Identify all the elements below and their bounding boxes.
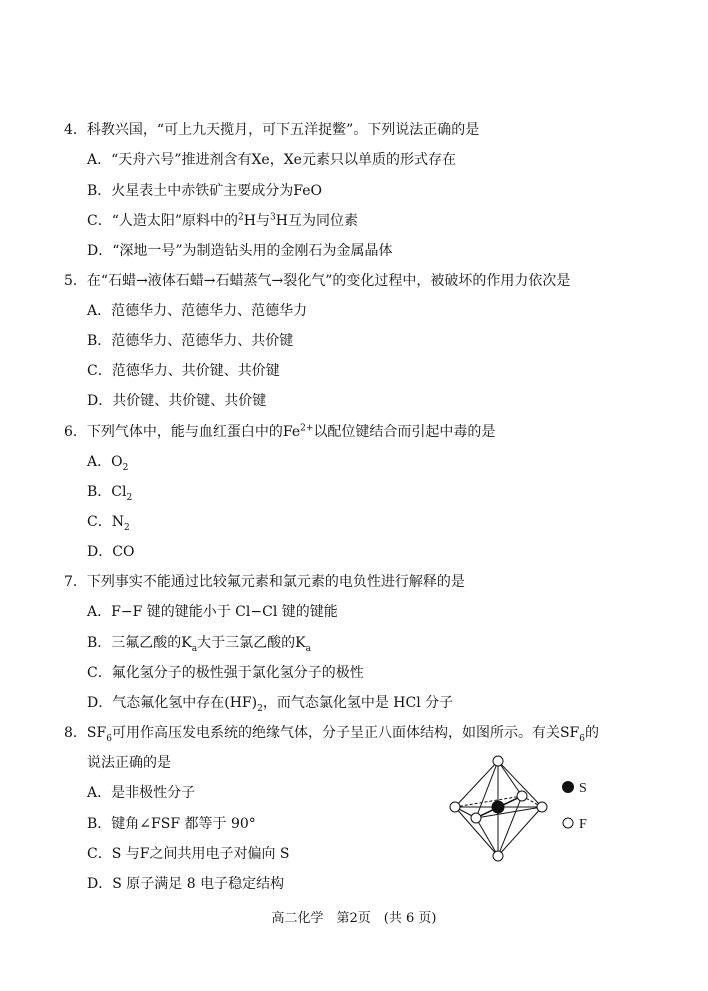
fluorine-atom (517, 791, 527, 801)
option-label: A． (87, 785, 112, 801)
question-5-option-a (87, 301, 307, 321)
question-6-option-b (87, 482, 132, 502)
fluorine-atom (450, 802, 460, 812)
option-label: D． (87, 876, 113, 892)
option-label: B． (87, 183, 112, 199)
question-number: 4． (64, 122, 87, 138)
subscript: 2 (126, 492, 133, 503)
option-label: A． (87, 303, 112, 319)
formula: CO (112, 544, 135, 560)
legend-sulfur-icon (562, 781, 574, 793)
option-label: D． (87, 243, 113, 259)
subscript: 6 (579, 733, 586, 744)
option-label: C． (87, 665, 112, 681)
option-label: C． (87, 846, 112, 862)
option-label: A． (87, 152, 112, 168)
subscript: 2 (257, 703, 263, 714)
question-number: 6． (64, 424, 87, 440)
option-label: B． (87, 484, 112, 500)
option-text: “深地一号”为制造钻头用的金刚石为金属晶体 (112, 243, 393, 259)
question-4-option-a (87, 150, 456, 170)
question-text-post: 的 (585, 725, 600, 741)
option-text: 范德华力、范德华力、共价键 (111, 333, 294, 349)
fluorine-atom (493, 851, 503, 861)
option-label: C． (87, 213, 112, 229)
question-7-stem (64, 572, 465, 592)
option-text: “天舟六号”推进剂含有Xe，Xe元素只以单质的形式存在 (111, 152, 456, 168)
question-8-option-b (87, 814, 256, 834)
option-text: 键角∠FSF 都等于 90° (111, 816, 256, 832)
question-text: 可用作高压发电系统的绝缘气体，分子呈正八面体结构，如图所示。有关SF (111, 725, 580, 741)
question-number: 8． (64, 725, 87, 741)
question-8-stem-line2 (87, 753, 171, 773)
option-text-pre: 气态氟化氢中存在(HF) (112, 695, 258, 711)
question-4-option-d (87, 241, 393, 261)
option-text: F−F 键的键能小于 Cl−Cl 键的键能 (111, 604, 338, 620)
option-label: D． (87, 544, 113, 560)
option-text-post: H互为同位素 (275, 213, 358, 229)
option-label: D． (87, 393, 113, 409)
page-footer: 高二化学 第2页 (共 6 页) (271, 911, 437, 926)
question-8-stem (64, 723, 599, 743)
question-4-option-b (87, 181, 322, 201)
question-number: 5． (64, 273, 87, 289)
question-5-option-c (87, 361, 280, 381)
option-text: 是非极性分子 (111, 785, 196, 801)
question-7-option-a (87, 602, 338, 622)
formula: O (111, 454, 123, 470)
option-text: S 与F之间共用电子对偏向 S (111, 846, 290, 862)
subscript: 2 (122, 462, 129, 473)
subscript: a (305, 643, 311, 654)
option-text-mid: H与 (243, 213, 270, 229)
formula: N (111, 514, 124, 530)
mass-number: 3 (270, 212, 276, 223)
ion-charge: 2+ (300, 423, 314, 434)
formula: Cl (111, 484, 127, 500)
option-label: A． (87, 454, 112, 470)
option-label: C． (87, 514, 112, 530)
option-text-pre: “人造太阳”原料中的 (111, 213, 239, 229)
sulfur-atom (492, 801, 505, 814)
subscript: a (191, 643, 198, 654)
question-7-option-c (87, 663, 364, 683)
option-label: B． (87, 816, 112, 832)
option-text: 氟化氢分子的极性强于氯化氢分子的极性 (111, 665, 364, 681)
fluorine-atom (471, 813, 481, 823)
subscript: 6 (106, 733, 112, 744)
legend-fluorine-icon (563, 818, 573, 828)
question-8-option-c (87, 844, 290, 864)
option-text: 共价键、共价键、共价键 (112, 393, 267, 409)
option-text: 范德华力、共价键、共价键 (111, 363, 280, 379)
question-number: 7． (64, 574, 87, 590)
option-label: C． (87, 363, 112, 379)
option-text: S 原子满足 8 电子稳定结构 (112, 876, 285, 892)
option-text: 范德华力、范德华力、范德华力 (111, 303, 308, 319)
question-8-option-d (87, 874, 284, 894)
question-6-option-d (87, 542, 134, 562)
question-5-option-d (87, 391, 266, 411)
question-8-option-a (87, 783, 195, 803)
question-4-stem (64, 120, 479, 140)
question-6-option-a (87, 452, 128, 472)
option-text: 火星表土中赤铁矿主要成分为FeO (111, 183, 323, 199)
question-text-post: 以配位键结合而引起中毒的是 (313, 424, 496, 440)
question-text: 科教兴国，“可上九天揽月，可下五洋捉鳖”。下列说法正确的是 (86, 122, 480, 138)
question-7-option-b (87, 633, 311, 653)
fluorine-atom (493, 756, 503, 766)
fluorine-atom (537, 802, 547, 812)
legend-sulfur-label: S (579, 781, 587, 796)
subscript: 2 (123, 522, 130, 533)
formula: SF (86, 725, 107, 741)
option-label: D． (87, 695, 113, 711)
mass-number: 2 (238, 212, 244, 223)
question-6-option-c (87, 512, 130, 532)
question-text-pre: 下列气体中，能与血红蛋白中的Fe (86, 424, 301, 440)
question-4-option-c (87, 211, 358, 231)
option-label: B． (87, 333, 112, 349)
option-text-mid: 大于三氯乙酸的K (197, 635, 306, 651)
question-5-option-b (87, 331, 293, 351)
legend-fluorine-label: F (579, 817, 587, 832)
option-label: A． (87, 604, 112, 620)
question-5-stem (64, 271, 570, 291)
question-text: 说法正确的是 (87, 755, 171, 771)
question-text: 下列事实不能通过比较氟元素和氯元素的电负性进行解释的是 (86, 574, 465, 590)
sf6-octahedron-diagram (440, 752, 610, 872)
question-text: 在“石蜡→液体石蜡→石蜡蒸气→裂化气”的变化过程中，被破坏的作用力依次是 (86, 273, 571, 289)
option-text-post: ，而气态氯化氢中是 HCl 分子 (262, 695, 454, 711)
option-text-pre: 三氟乙酸的K (111, 635, 192, 651)
option-label: B． (87, 635, 112, 651)
question-7-option-d (87, 693, 453, 713)
question-6-stem (64, 422, 495, 442)
